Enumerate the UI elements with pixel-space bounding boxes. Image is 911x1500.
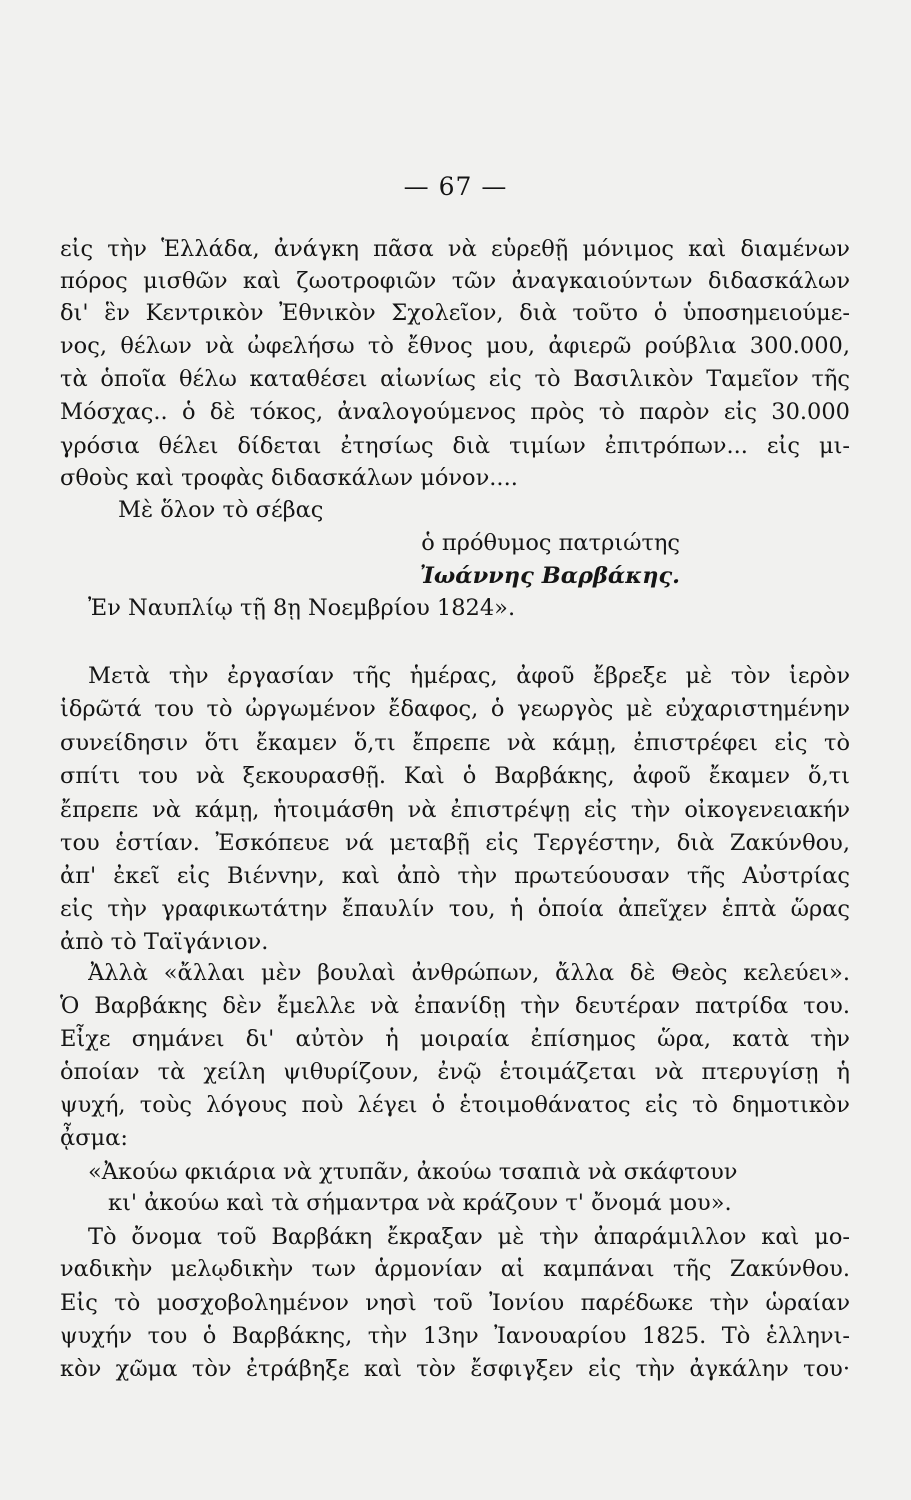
- letter-line: νος, θέλων νὰ ὠφελήσω τὸ ἔθνος μου, ἀφιερῶ ρούβλια 300.000,: [60, 333, 850, 359]
- letter-line: Μόσχας.. ὁ δὲ τόκος, ἀναλογούμενος πρὸς τὸ παρὸν εἰς 30.000: [60, 399, 850, 425]
- body-line: ψυχή, τοὺς λόγους ποὺ λέγει ὁ ἑτοιμοθάνατος εἰς τὸ δημοτικὸν: [60, 1092, 850, 1118]
- body-line: κὸν χῶμα τὸν ἐτράβηξε καὶ τὸν ἔσφιγξεν εἰς τὴν ἀγκάλην του·: [60, 1356, 850, 1382]
- signature-name: Ἰωάννης Βαρβάκης.: [419, 563, 680, 589]
- signature-title: ὁ πρόθυμος πατριώτης: [421, 530, 680, 556]
- body-line: Εἰς τὸ μοσχοβολημένον νησὶ τοῦ Ἰονίου παρέδωκε τὴν ὡραίαν: [60, 1290, 850, 1316]
- body-line: ἀπὸ τὸ Ταϊγάνιον.: [60, 929, 269, 955]
- body-line: εἰς τὴν γραφικωτάτην ἔπαυλίν του, ἡ ὁποία ἀπεῖχεν ἑπτὰ ὥρας: [60, 896, 850, 922]
- letter-closing: Μὲ ὅλον τὸ σέβας: [118, 497, 324, 523]
- letter-line: πόρος μισθῶν καὶ ζωοτροφιῶν τῶν ἀναγκαιούντων διδασκάλων: [60, 268, 850, 294]
- body-line: Ὁ Βαρβάκης δὲν ἔμελλε νὰ ἐπανίδῃ τὴν δευτέραν πατρίδα του.: [60, 993, 850, 1019]
- quote-line: κι' ἀκούω καὶ τὰ σήμαντρα νὰ κράζουν τ' ὄνομά μου».: [108, 1190, 732, 1216]
- letter-line: γρόσια θέλει δίδεται ἐτησίως διὰ τιμίων ἐπιτρόπων... εἰς μι-: [60, 433, 850, 459]
- body-line: ὁποίαν τὰ χείλη ψιθυρίζουν, ἐνῷ ἑτοιμάζεται νὰ πτερυγίσῃ ἡ: [60, 1059, 850, 1085]
- body-line: ναδικὴν μελῳδικὴν των ἁρμονίαν αἱ καμπάναι τῆς Ζακύνθου.: [60, 1256, 850, 1282]
- body-line: ἱδρῶτά του τὸ ὠργωμένον ἔδαφος, ὁ γεωργὸς μὲ εὐχαριστημένην: [60, 696, 850, 722]
- body-line: του ἑστίαν. Ἐσκόπευε νά μεταβῇ εἰς Τεργέστην, διὰ Ζακύνθου,: [60, 830, 850, 856]
- letter-line: δι' ἓν Κεντρικὸν Ἐθνικὸν Σχολεῖον, διὰ τοῦτο ὁ ὑποσημειούμε-: [60, 300, 850, 326]
- quote-line: «Ἀκούω φκιάρια νὰ χτυπᾶν, ἀκούω τσαπιὰ νὰ σκάφτουν: [88, 1159, 738, 1185]
- page-number: — 67 —: [403, 172, 508, 201]
- letter-date: Ἐν Ναυπλίῳ τῇ 8ῃ Νοεμβρίου 1824».: [88, 595, 516, 621]
- body-line: σπίτι του νὰ ξεκουρασθῇ. Καὶ ὁ Βαρβάκης, ἀφοῦ ἔκαμεν ὅ,τι: [60, 763, 850, 789]
- body-line: συνείδησιν ὅτι ἔκαμεν ὅ,τι ἔπρεπε νὰ κάμῃ, ἐπιστρέφει εἰς τὸ: [60, 730, 850, 756]
- letter-line: εἰς τὴν Ἑλλάδα, ἀνάγκη πᾶσα νὰ εὑρεθῇ μόνιμος καὶ διαμένων: [60, 236, 850, 262]
- body-line: ἀπ' ἐκεῖ εἰς Βιένvην, καὶ ἀπὸ τὴν πρωτεύουσαν τῆς Αὐστρίας: [60, 863, 850, 889]
- letter-line: σθοὺς καὶ τροφὰς διδασκάλων μόνον....: [60, 465, 518, 491]
- letter-line: τὰ ὁποῖα θέλω καταθέσει αἰωνίως εἰς τὸ Βασιλικὸν Ταμεῖον τῆς: [60, 366, 850, 392]
- body-line: Μετὰ τὴν ἐργασίαν τῆς ἡμέρας, ἀφοῦ ἔβρεξε μὲ τὸν ἱερὸν: [88, 663, 850, 689]
- body-line: ᾆσμα:: [60, 1125, 128, 1151]
- body-line: Ἀλλὰ «ἄλλαι μὲν βουλαὶ ἀνθρώπων, ἄλλα δὲ Θεὸς κελεύει».: [88, 960, 850, 986]
- body-line: ἔπρεπε νὰ κάμῃ, ἡτοιμάσθη νὰ ἐπιστρέψῃ εἰς τὴν οἰκογενειακήν: [60, 797, 850, 823]
- body-line: Εἶχε σημάνει δι' αὐτὸν ἡ μοιραία ἐπίσημος ὥρα, κατὰ τὴν: [60, 1026, 850, 1052]
- body-line: ψυχήν του ὁ Βαρβάκης, τὴν 13ην Ἰανουαρίου 1825. Τὸ ἑλληνι-: [60, 1323, 850, 1349]
- body-line: Τὸ ὄνομα τοῦ Βαρβάκη ἔκραξαν μὲ τὴν ἀπαράμιλλον καὶ μο-: [88, 1224, 850, 1250]
